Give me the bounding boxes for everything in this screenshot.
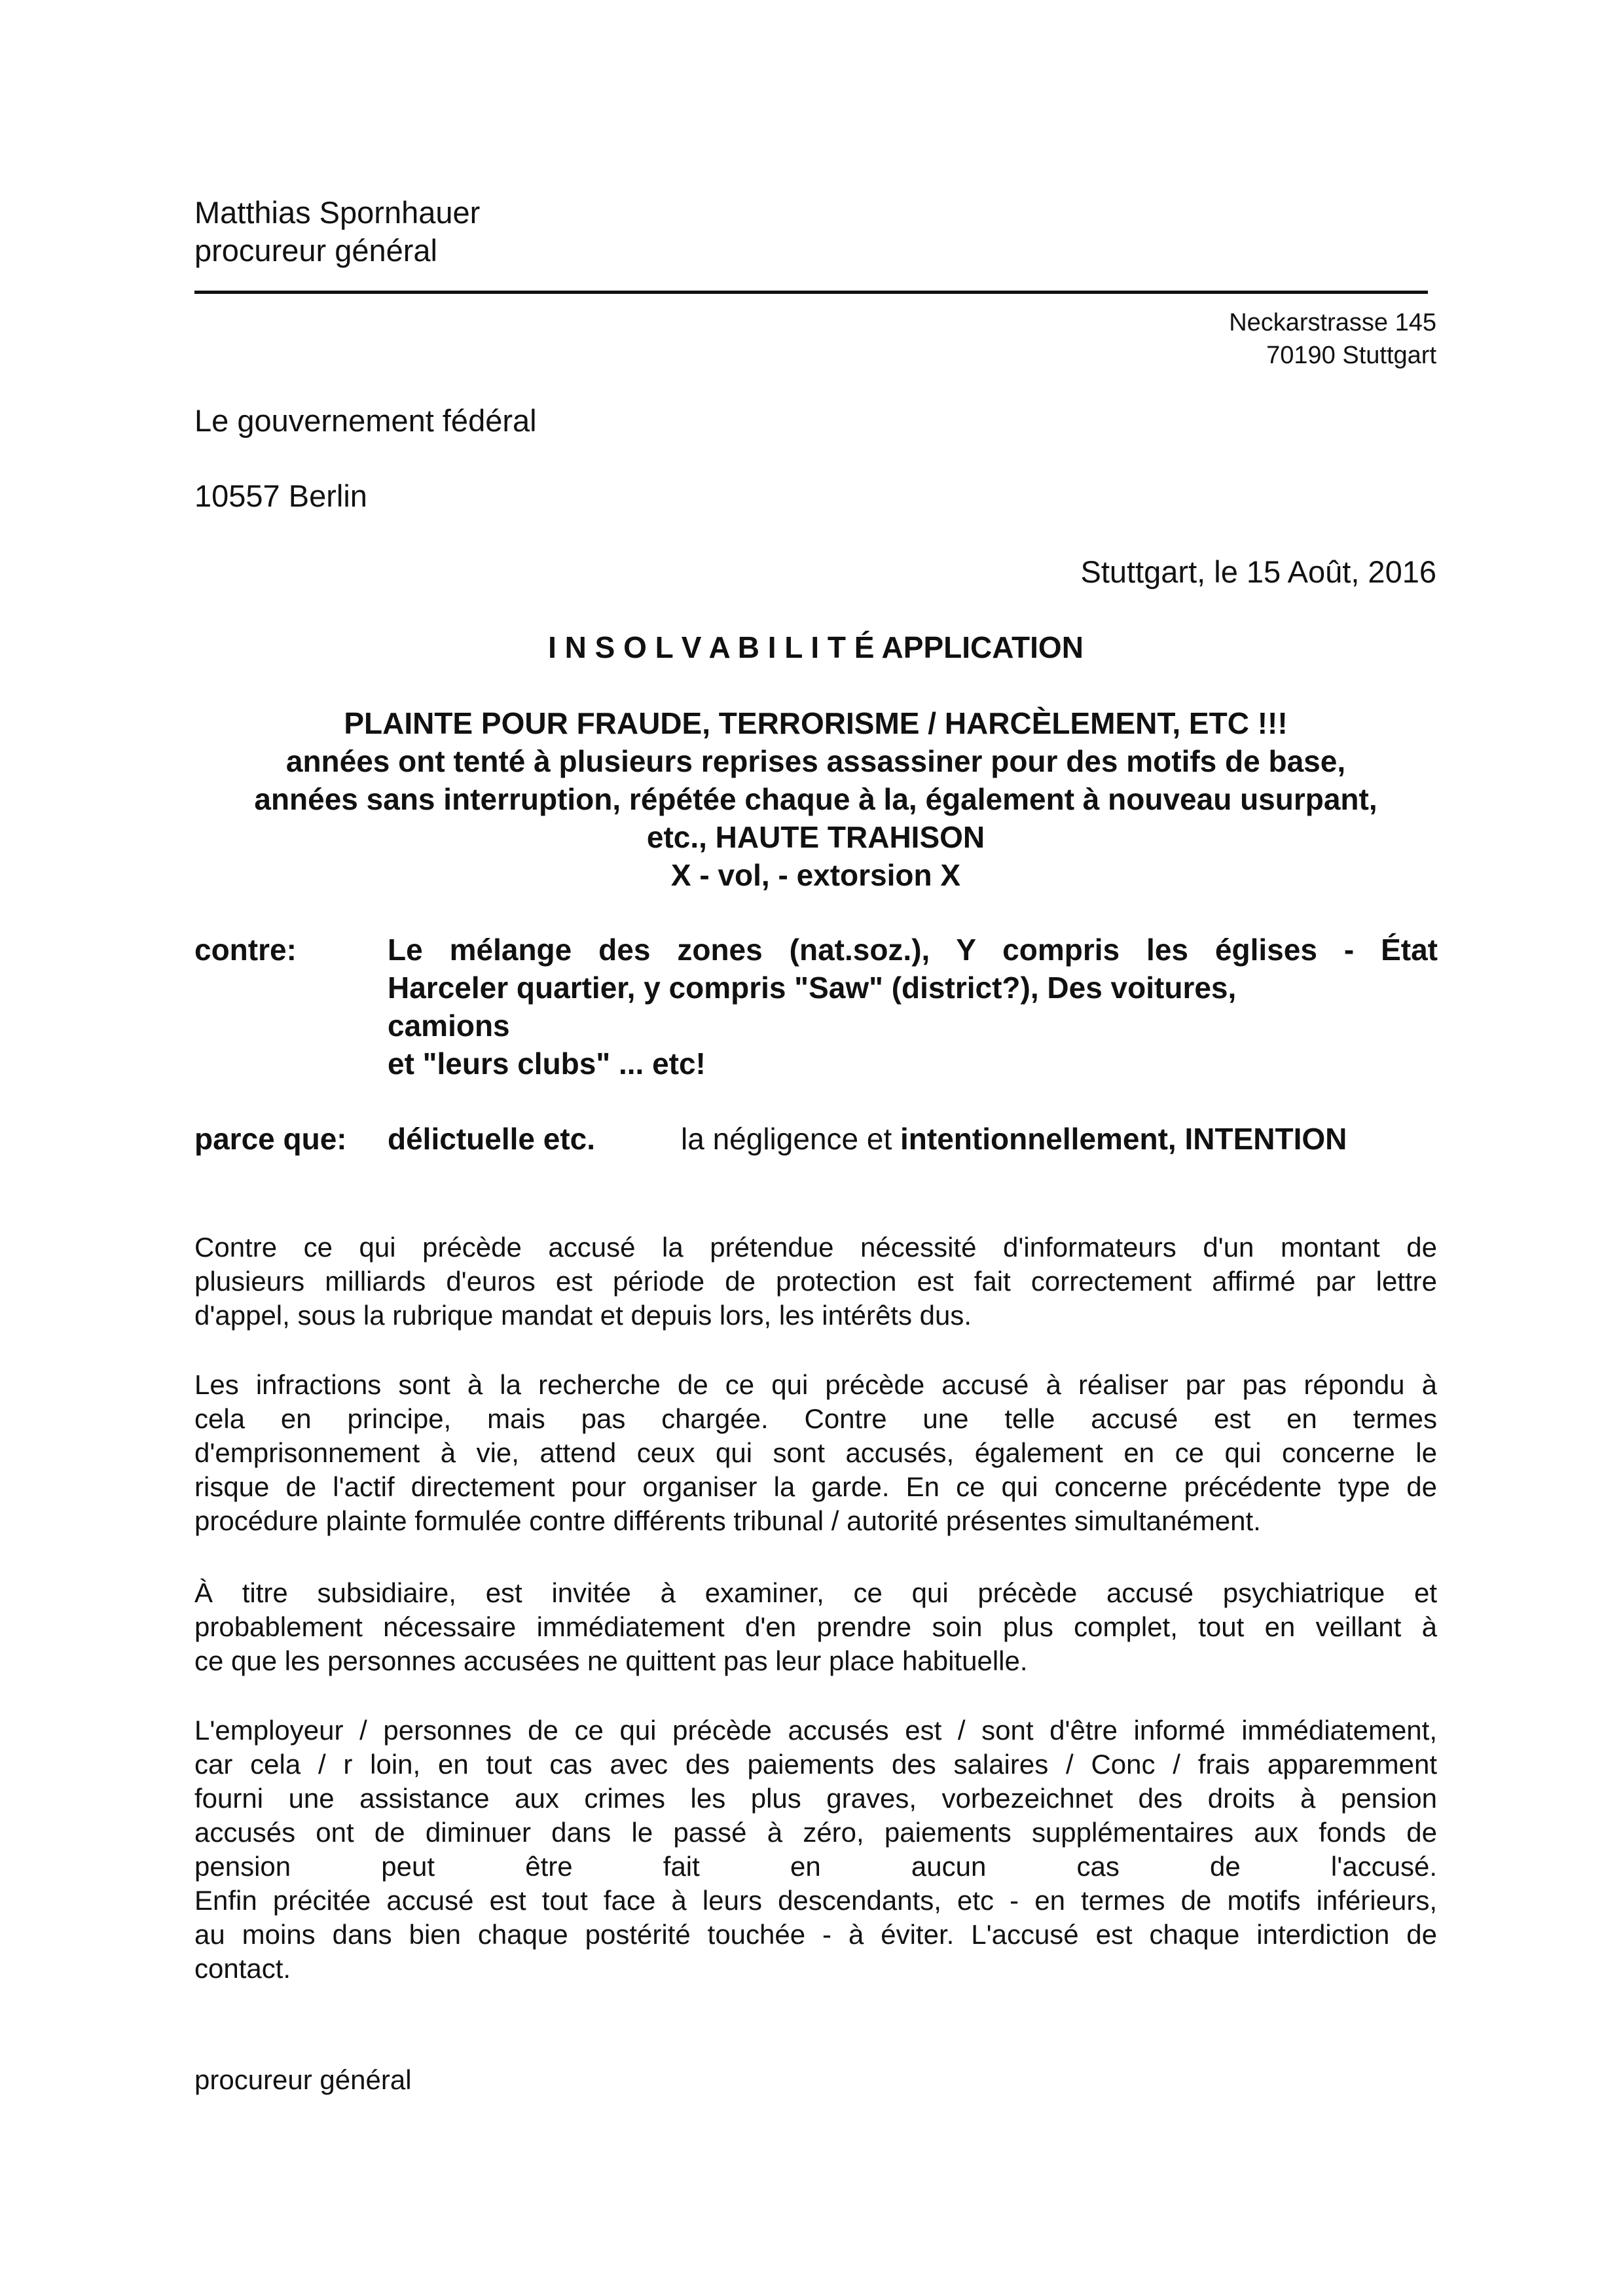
paragraph-line: d'appel, sous la rubrique mandat et depuis lors, les intérêts dus. <box>194 1300 972 1331</box>
paragraph-line: contact. <box>194 1953 291 1984</box>
paragraph-line: car cela / r loin, en tout cas avec des paiements des salaires / Conc / frais apparemment <box>194 1749 1437 1780</box>
parce-que-part3: intentionnellement, INTENTION <box>900 1122 1347 1156</box>
contre-line: Harceler quartier, y compris "Saw" (district?), Des voitures, <box>388 971 1237 1005</box>
recipient-name: Le gouvernement fédéral <box>194 403 537 438</box>
paragraph-4 <box>194 1713 1437 1986</box>
paragraph-line: pension peut être fait en aucun cas de l'accusé. <box>194 1851 1437 1882</box>
contre-line: et "leurs clubs" ... etc! <box>388 1047 706 1081</box>
sender-role: procureur général <box>194 233 437 268</box>
subject-line: etc., HAUTE TRAHISON <box>646 820 985 854</box>
subject-line: PLAINTE POUR FRAUDE, TERRORISME / HARCÈLEMENT, ETC !!! <box>344 706 1288 740</box>
address-street: Neckarstrasse 145 <box>1229 309 1436 336</box>
parce-que-label: parce que: <box>194 1122 347 1156</box>
sender-address <box>1229 306 1436 372</box>
subject-line: années ont tenté à plusieurs reprises assassiner pour des motifs de base, <box>285 744 1346 778</box>
paragraph-line: d'emprisonnement à vie, attend ceux qui sont accusés, également en ce qui concerne le <box>194 1437 1437 1468</box>
paragraph-line: procédure plainte formulée contre différents tribunal / autorité présentes simultanément. <box>194 1505 1261 1536</box>
paragraph-line: Contre ce qui précède accusé la prétendue nécessité d'informateurs d'un montant de <box>194 1232 1437 1263</box>
paragraph-line: plusieurs milliards d'euros est période de protection est fait correctement affirmé par lettre <box>194 1266 1437 1297</box>
letter-title: I N S O L V A B I L I T É APPLICATION <box>548 630 1084 664</box>
subject-block <box>194 704 1437 894</box>
paragraph-line: Enfin précitée accusé est tout face à leurs descendants, etc - en termes de motifs inférieurs, <box>194 1885 1437 1916</box>
paragraph-line: au moins dans bien chaque postérité touchée - à éviter. L'accusé est chaque interdiction de <box>194 1919 1437 1950</box>
sender-name: Matthias Spornhauer <box>194 195 481 230</box>
paragraph-line: cela en principe, mais pas chargée. Contre une telle accusé est en termes <box>194 1403 1437 1434</box>
contre-line: Le mélange des zones (nat.soz.), Y compris les églises - État <box>388 933 1438 967</box>
parce-que-part1: délictuelle etc. <box>388 1122 596 1156</box>
subject-line: X - vol, - extorsion X <box>670 858 961 892</box>
subject-line: années sans interruption, répétée chaque à la, également à nouveau usurpant, <box>254 782 1377 816</box>
header-divider <box>194 291 1428 294</box>
paragraph-line: L'employeur / personnes de ce qui précède accusés est / sont d'être informé immédiatement, <box>194 1715 1437 1746</box>
contre-line: camions <box>388 1009 510 1043</box>
paragraph-line: Les infractions sont à la recherche de ce qui précède accusé à réaliser par pas répondu à <box>194 1369 1437 1400</box>
paragraph-line: ce que les personnes accusées ne quittent pas leur place habituelle. <box>194 1645 1028 1676</box>
recipient-city: 10557 Berlin <box>194 478 367 513</box>
paragraph-line: risque de l'actif directement pour organiser la garde. En ce qui concerne précédente type de <box>194 1471 1437 1502</box>
paragraph-line: accusés ont de diminuer dans le passé à zéro, paiements supplémentaires aux fonds de <box>194 1817 1437 1848</box>
paragraph-1 <box>194 1230 1437 1333</box>
paragraph-3 <box>194 1576 1437 1678</box>
parce-que-part2: la négligence et <box>681 1122 892 1156</box>
paragraph-line: probablement nécessaire immédiatement d'en prendre soin plus complet, tout en veillant à <box>194 1611 1437 1642</box>
contre-label: contre: <box>194 933 297 967</box>
sender-block <box>194 194 480 270</box>
signature: procureur général <box>194 2064 412 2095</box>
contre-text <box>388 931 1438 1083</box>
letter-date: Stuttgart, le 15 Août, 2016 <box>1080 554 1436 589</box>
paragraph-2 <box>194 1368 1437 1538</box>
paragraph-line: fourni une assistance aux crimes les plus graves, vorbezeichnet des droits à pension <box>194 1783 1437 1814</box>
parce-que-rest <box>681 1120 1347 1158</box>
address-city: 70190 Stuttgart <box>1266 342 1436 369</box>
paragraph-line: À titre subsidiaire, est invitée à examiner, ce qui précède accusé psychiatrique et <box>194 1577 1437 1608</box>
